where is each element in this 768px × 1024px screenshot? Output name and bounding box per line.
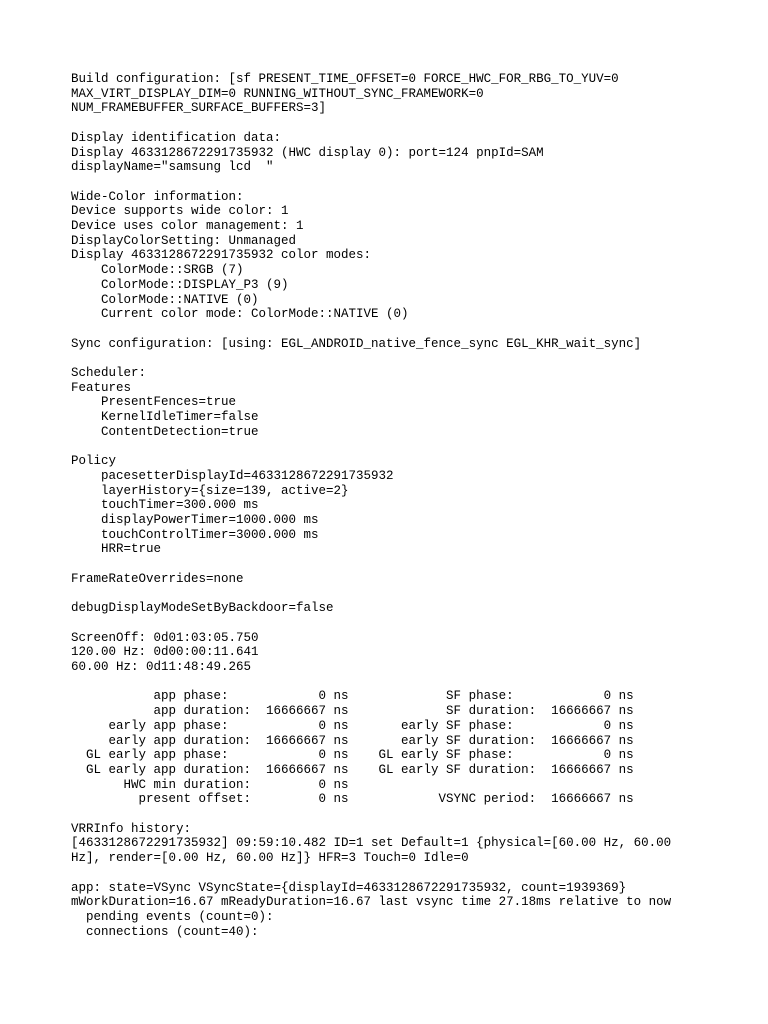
text-line: layerHistory={size=139, active=2} [71, 483, 349, 498]
text-line: Features [71, 380, 132, 395]
text-line: touchControlTimer=3000.000 ms [71, 527, 319, 542]
text-line: early app phase: 0 ns early SF phase: 0 ns [71, 718, 634, 733]
text-line: displayName="samsung lcd " [71, 160, 274, 175]
text-line: PresentFences=true [71, 395, 237, 410]
text-line [71, 322, 761, 337]
text-line: KernelIdleTimer=false [71, 410, 259, 425]
text-line: Scheduler: [71, 366, 147, 380]
text-line: 120.00 Hz: 0d00:00:11.641 [71, 645, 259, 660]
text-line: Build configuration: [sf PRESENT_TIME_OFFSET=0 FORCE_HWC_FOR_RBG_TO_YUV=0 [71, 72, 619, 86]
text-line: NUM_FRAMEBUFFER_SURFACE_BUFFERS=3] [71, 101, 327, 116]
text-line: Display 4633128672291735932 color modes: [71, 248, 372, 263]
text-line: ContentDetection=true [71, 424, 259, 439]
text-line: 60.00 Hz: 0d11:48:49.265 [71, 660, 252, 674]
text-line: ColorMode::SRGB (7) [71, 263, 244, 278]
text-line: connections (count=40): [71, 924, 259, 939]
text-line [71, 616, 761, 631]
text-line: app: state=VSync VSyncState={displayId=4633128672291735932, count=1939369} [71, 880, 627, 895]
text-line: HRR=true [71, 542, 162, 557]
text-line [71, 675, 761, 690]
text-line: app duration: 16666667 ns SF duration: 16666667 ns [71, 704, 634, 719]
text-line: mWorkDuration=16.67 mReadyDuration=16.67 last vsync time 27.18ms relative to now [71, 895, 672, 910]
text-line [71, 351, 761, 366]
text-line: debugDisplayModeSetByBackdoor=false [71, 601, 334, 616]
text-line [71, 557, 761, 572]
text-line: Device supports wide color: 1 [71, 204, 289, 219]
text-line: MAX_VIRT_DISPLAY_DIM=0 RUNNING_WITHOUT_SYNC_FRAMEWORK=0 [71, 86, 484, 101]
text-line [71, 587, 761, 602]
text-line: touchTimer=300.000 ms [71, 498, 259, 513]
text-line: ColorMode::NATIVE (0) [71, 292, 259, 307]
text-line: Hz], render=[0.00 Hz, 60.00 Hz]} HFR=3 Touch=0 Idle=0 [71, 851, 469, 866]
text-line: Sync configuration: [using: EGL_ANDROID_native_fence_sync EGL_KHR_wait_sync] [71, 336, 642, 351]
text-line [71, 175, 761, 190]
text-line: ColorMode::DISPLAY_P3 (9) [71, 277, 289, 292]
text-line: pacesetterDisplayId=4633128672291735932 [71, 468, 394, 483]
text-line: VRRInfo history: [71, 821, 192, 836]
text-line: Current color mode: ColorMode::NATIVE (0) [71, 307, 409, 322]
text-line: FrameRateOverrides=none [71, 571, 244, 586]
text-line: pending events (count=0): [71, 909, 274, 924]
text-line [71, 807, 761, 822]
text-line: Device uses color management: 1 [71, 219, 304, 233]
text-line: early app duration: 16666667 ns early SF duration: 16666667 ns [71, 733, 634, 748]
text-line: [4633128672291735932] 09:59:10.482 ID=1 set Default=1 {physical=[60.00 Hz, 60.00 [71, 836, 672, 851]
text-line: Policy [71, 454, 117, 469]
text-line [71, 866, 761, 881]
text-line: GL early app duration: 16666667 ns GL early SF duration: 16666667 ns [71, 762, 634, 777]
text-line [71, 440, 761, 455]
text-line: displayPowerTimer=1000.000 ms [71, 513, 319, 528]
text-line: Display identification data: [71, 130, 282, 145]
text-line: HWC min duration: 0 ns [71, 777, 349, 792]
dumpsys-text-document [71, 72, 761, 939]
text-line: app phase: 0 ns SF phase: 0 ns [71, 689, 634, 704]
text-line: ScreenOff: 0d01:03:05.750 [71, 630, 259, 645]
text-line: present offset: 0 ns VSYNC period: 16666667 ns [71, 792, 634, 807]
text-line: Wide-Color information: [71, 189, 244, 204]
text-line: Display 4633128672291735932 (HWC display 0): port=124 pnpId=SAM [71, 145, 544, 160]
text-line [71, 116, 761, 131]
text-line: GL early app phase: 0 ns GL early SF phase: 0 ns [71, 748, 634, 763]
text-line: DisplayColorSetting: Unmanaged [71, 233, 297, 248]
